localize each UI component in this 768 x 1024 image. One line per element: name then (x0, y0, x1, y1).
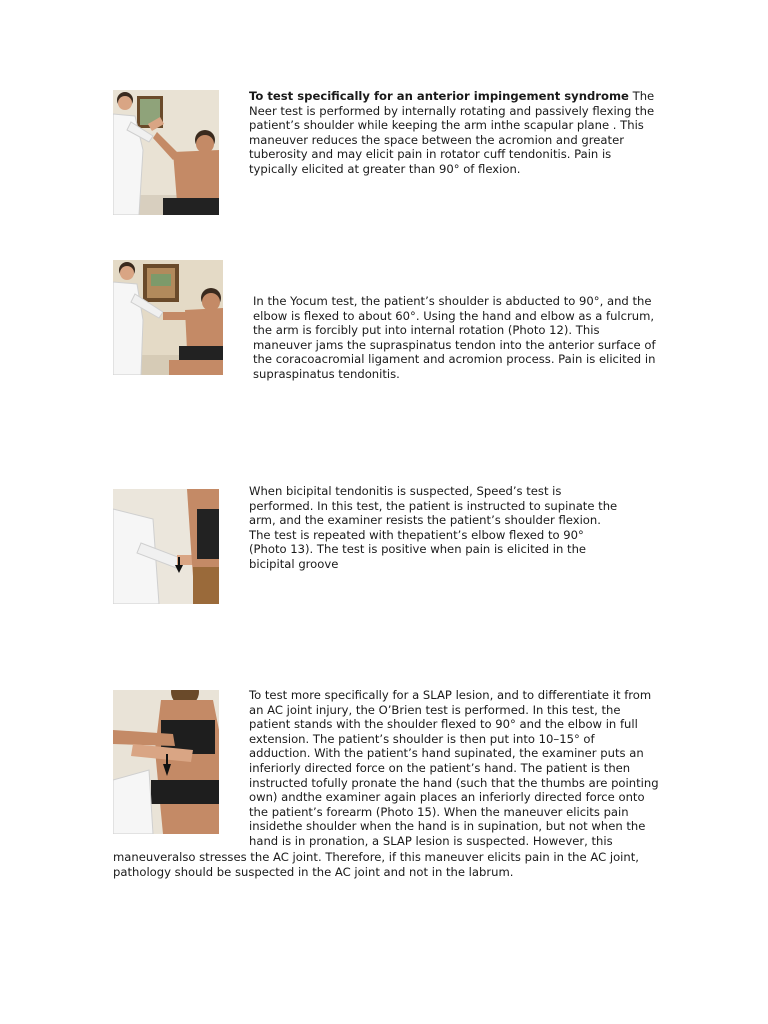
obrien-test-paragraph: To test more specifically for a SLAP lesion, and to differentiate it from an AC joint injury, the O’Brien test is performed. In this test, the patient stands with the shoulder flexed to 90° and the elbow in full extension. The patient’s shoulder is then put into 10–15° of adduction. With the patient’s hand supinated, the examiner puts an inferiorly directed force on the patient’s hand. The patient is then instructed tofully pronate the hand (such that the thumbs are pointing own) andthe examiner again places an inferiorly directed force onto the patient’s forearm (Photo 15). When the maneuver elicits pain insidethe shoulder when the hand is in supination, but not when the hand is in pronation, a SLAP lesion is suspected. However, this (249, 688, 659, 848)
yocum-test-paragraph: In the Yocum test, the patient’s shoulder is abducted to 90°, and the elbow is flexed to about 60°. Using the hand and elbow as a fulcrum, the arm is forcibly put into internal rotation (Photo 12). This maneuver jams the supraspinatus tendon into the anterior surface of the coracoacromial ligament and acromion process. Pain is elicited in supraspinatus tendonitis. (253, 294, 656, 381)
obrien-test-photo (113, 690, 219, 834)
obrien-test-paragraph-continued: maneuveralso stresses the AC joint. Therefore, if this maneuver elicits pain in the AC joint, pathology should be suspected in the AC joint and not in the labrum. (113, 850, 639, 879)
neer-test-text: The Neer test is performed by internally rotating and passively flexing the patient’s shoulder while keeping the arm inthe scapular plane . This maneuver reduces the space between the acromion and greater tuberosity and may elicit pain in rotator cuff tendonitis. Pain is typically elicited at greater than 90° of flexion. (249, 89, 655, 176)
yocum-test-photo (113, 260, 223, 375)
speeds-test-photo (113, 489, 219, 604)
neer-test-photo (113, 90, 219, 215)
speeds-test-paragraph: When bicipital tendonitis is suspected, Speed’s test is performed. In this test, the patient is instructed to supinate the arm, and the examiner resists the patient’s shoulder flexion. The test is repeated with thepatient’s elbow flexed to 90° (Photo 13). The test is positive when pain is elicited in the bicipital groove (249, 484, 618, 571)
neer-test-paragraph (249, 89, 659, 177)
neer-test-lead: To test specifically for an anterior impingement syndrome (249, 89, 629, 103)
